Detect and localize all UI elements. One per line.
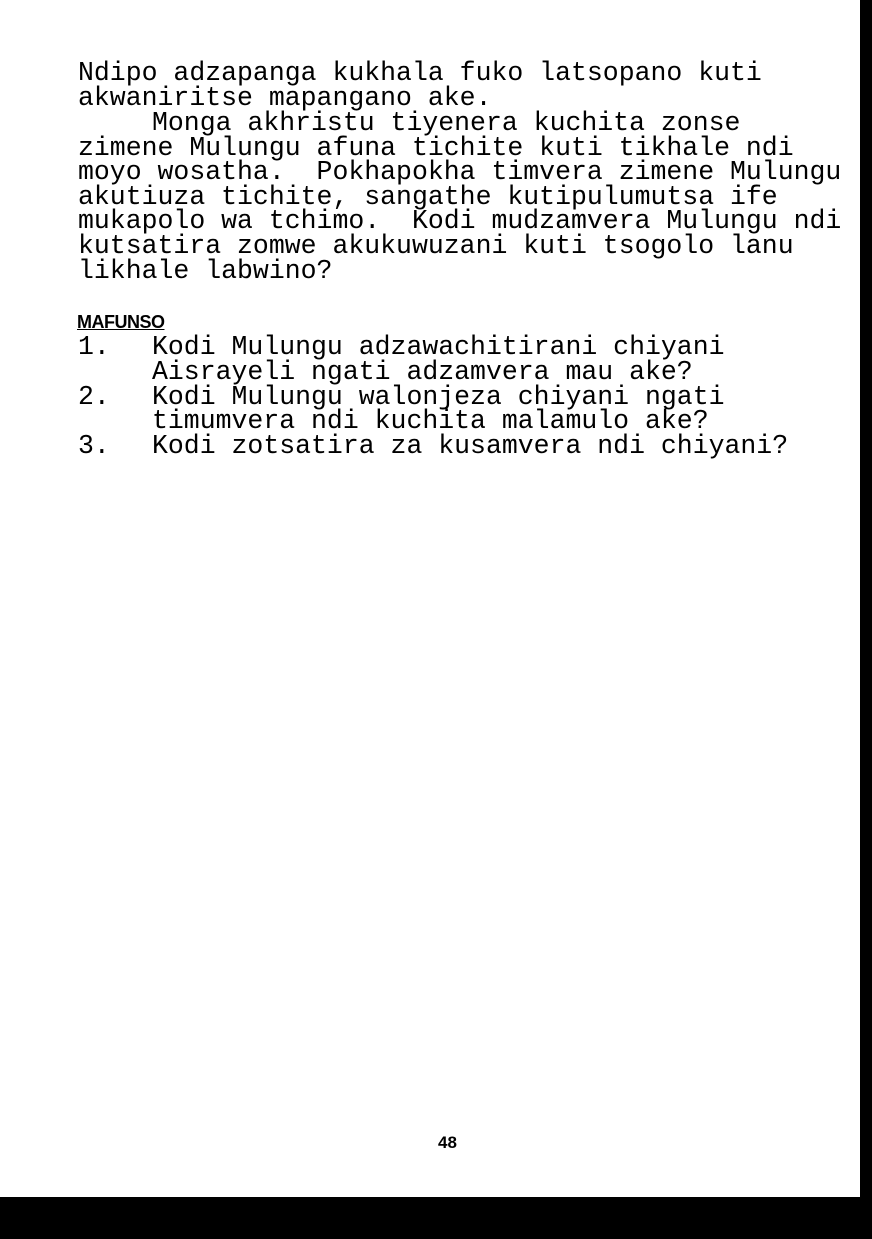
scan-edge-right <box>860 0 872 1239</box>
question-number: 2. <box>78 382 110 412</box>
paragraph-line: akwaniritse mapangano ake. <box>78 83 492 113</box>
paragraph-line: moyo wosatha. Pokhapokha timvera zimene Mulungu <box>78 157 842 187</box>
paragraph-line: kutsatira zomwe akukuwuzani kuti tsogolo lanu <box>78 231 794 261</box>
paragraph-line: mukapolo wa tchimo. Kodi mudzamvera Mulungu ndi <box>78 206 842 236</box>
question-text: Aisrayeli ngati adzamvera mau ake? <box>152 357 693 387</box>
scan-edge-bottom <box>0 1197 872 1239</box>
question-number: 1. <box>78 332 110 362</box>
paragraph-line: zimene Mulungu afuna tichite kuti tikhale ndi <box>78 133 794 163</box>
question-text: Kodi Mulungu adzawachitirani chiyani <box>152 332 725 362</box>
paragraph-line: likhale labwino? <box>78 256 333 286</box>
question-number: 3. <box>78 431 110 461</box>
questions-heading: MAFUNSO <box>77 312 165 332</box>
question-text: Kodi Mulungu walonjeza chiyani ngati <box>152 382 725 412</box>
paragraph-line: akutiuza tichite, sangathe kutipulumutsa ife <box>78 182 778 212</box>
paragraph-line: Ndipo adzapanga kukhala fuko latsopano kuti <box>78 58 762 88</box>
question-text: Kodi zotsatira za kusamvera ndi chiyani? <box>152 431 789 461</box>
page-number: 48 <box>438 1133 457 1152</box>
paragraph-line: Monga akhristu tiyenera kuchita zonse <box>152 108 741 138</box>
question-text: timumvera ndi kuchita malamulo ake? <box>152 406 709 436</box>
